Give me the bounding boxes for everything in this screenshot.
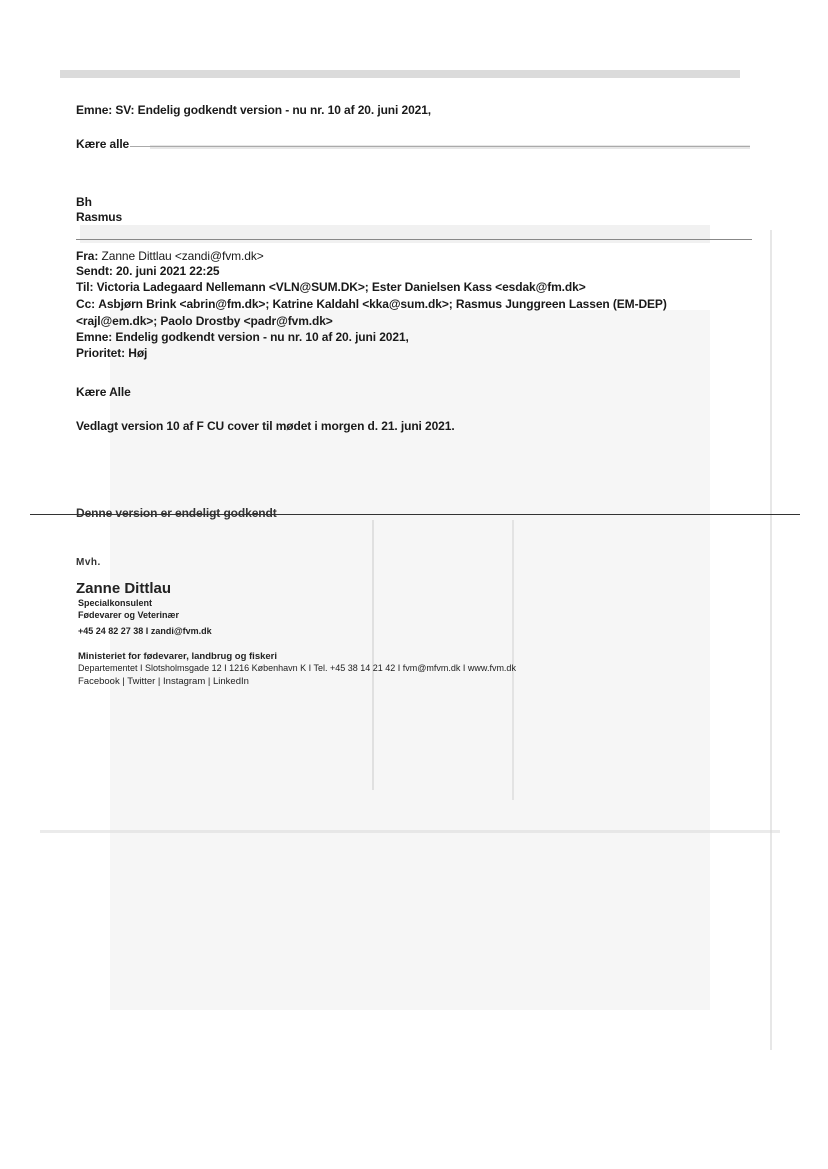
fwd-cc-value-2: <rajl@em.dk>; Paolo Drostby <padr@fvm.dk> bbox=[76, 314, 333, 328]
approved-text: Denne version er endeligt godkendt bbox=[76, 506, 277, 520]
body-text: Vedlagt version 10 af F CU cover til mødet i morgen d. 21. juni 2021. bbox=[76, 419, 455, 433]
reply-subject: Emne: SV: Endelig godkendt version - nu nr. 10 af 20. juni 2021, bbox=[76, 103, 432, 117]
signature-title: Specialkonsulent bbox=[78, 598, 153, 608]
fwd-cc-row bbox=[76, 297, 667, 311]
fwd-sent-row bbox=[76, 264, 219, 278]
fwd-cc-value-1: Asbjørn Brink <abrin@fm.dk>; Katrine Kaldahl <kka@sum.dk>; Rasmus Junggreen Lassen (EM-DEP) bbox=[98, 297, 667, 311]
header-rule bbox=[130, 146, 750, 147]
fwd-priority-value: Høj bbox=[128, 346, 148, 360]
fwd-to-row bbox=[76, 280, 586, 294]
signature-mvh: Mvh. bbox=[76, 557, 101, 568]
fwd-subject-value: Endelig godkendt version - nu nr. 10 af 20. juni 2021, bbox=[115, 330, 409, 344]
scan-artifact-col-2 bbox=[512, 520, 514, 800]
fwd-priority-row bbox=[76, 346, 147, 360]
fwd-to-value: Victoria Ladegaard Nellemann <VLN@SUM.DK>; Ester Danielsen Kass <esdak@fm.dk> bbox=[96, 280, 586, 294]
scan-artifact-top bbox=[60, 70, 740, 78]
fwd-sent-value: 20. juni 2021 22:25 bbox=[115, 264, 220, 278]
reply-closing-bh: Bh bbox=[76, 195, 92, 209]
fwd-sent-label: Sendt: bbox=[76, 264, 113, 278]
signature-contact: +45 24 82 27 38 I zandi@fvm.dk bbox=[78, 626, 212, 636]
signature-social-links[interactable]: Facebook | Twitter | Instagram | LinkedIn bbox=[78, 676, 249, 687]
signature-name: Zanne Dittlau bbox=[76, 580, 172, 597]
reply-greeting: Kære alle bbox=[76, 137, 130, 151]
signature-ministry: Ministeriet for fødevarer, landbrug og fiskeri bbox=[78, 651, 278, 662]
scan-artifact-bottom-band bbox=[40, 830, 780, 833]
fwd-from-value: Zanne Dittlau <zandi@fvm.dk> bbox=[101, 249, 264, 263]
reply-closing-name: Rasmus bbox=[76, 210, 123, 224]
forward-separator-rule bbox=[76, 239, 752, 240]
scan-artifact-band-2 bbox=[80, 225, 710, 243]
scan-artifact-col bbox=[372, 520, 374, 790]
fwd-priority-label: Prioritet: bbox=[76, 346, 126, 360]
fwd-to-label: Til: bbox=[76, 280, 94, 294]
fwd-subject-row bbox=[76, 330, 409, 344]
fwd-from-row bbox=[76, 249, 264, 263]
fwd-cc-label: Cc: bbox=[76, 297, 96, 311]
scan-artifact-right-edge bbox=[770, 230, 772, 1050]
signature-address: Departementet I Slotsholmsgade 12 I 1216 København K I Tel. +45 38 14 21 42 I fvm@mfvm.dk I www.fvm.dk bbox=[78, 663, 516, 673]
fwd-from-label: Fra: bbox=[76, 249, 99, 263]
fwd-cc-row-2 bbox=[76, 314, 333, 328]
body-greeting: Kære Alle bbox=[76, 385, 131, 399]
signature-department: Fødevarer og Veterinær bbox=[78, 610, 180, 620]
fwd-subject-label: Emne: bbox=[76, 330, 113, 344]
